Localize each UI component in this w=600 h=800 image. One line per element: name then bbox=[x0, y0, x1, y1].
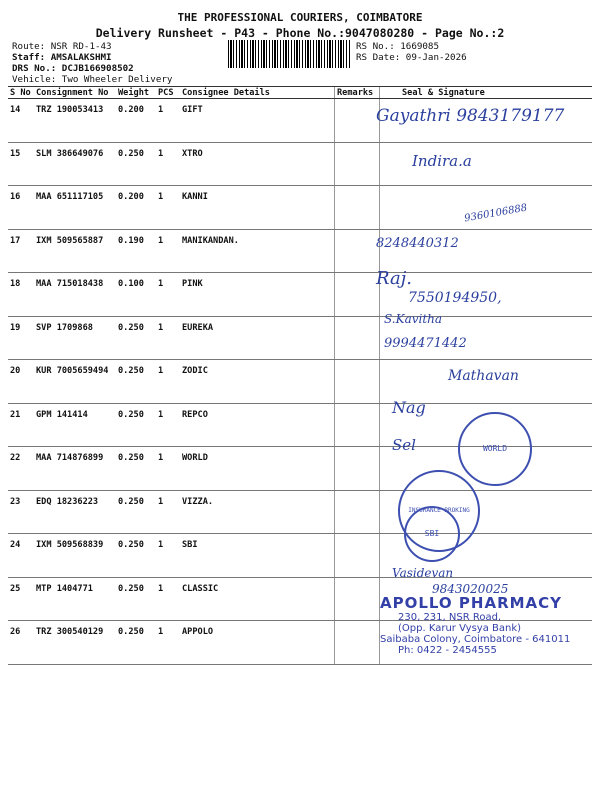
row-sno: 14 bbox=[8, 99, 34, 143]
signature-25b: 9843020025 bbox=[432, 582, 509, 596]
apollo-stamp bbox=[380, 594, 570, 656]
row-pcs: 1 bbox=[156, 99, 180, 143]
row-remarks bbox=[335, 621, 380, 665]
table-header bbox=[8, 87, 592, 99]
barcode bbox=[228, 40, 350, 68]
row-consignment: TRZ 300540129 bbox=[34, 621, 116, 665]
world-stamp bbox=[458, 412, 532, 486]
row-seal bbox=[380, 186, 593, 230]
row-sno: 24 bbox=[8, 534, 34, 578]
sbi-stamp-text: SBI bbox=[424, 529, 440, 538]
row-consignee: VIZZA. bbox=[180, 490, 335, 534]
row-sno: 25 bbox=[8, 577, 34, 621]
row-remarks bbox=[335, 142, 380, 186]
row-sno: 17 bbox=[8, 229, 34, 273]
row-consignment: MTP 1404771 bbox=[34, 577, 116, 621]
row-consignment: MAA 715018438 bbox=[34, 273, 116, 317]
signature-14: Gayathri 9843179177 bbox=[376, 106, 565, 126]
rs-number: RS No.: 1669085 bbox=[356, 41, 439, 52]
table-row bbox=[8, 316, 592, 360]
row-weight: 0.250 bbox=[116, 403, 156, 447]
col-consignment: Consignment No bbox=[34, 87, 116, 99]
signature-19b: 9994471442 bbox=[384, 336, 467, 351]
row-pcs: 1 bbox=[156, 360, 180, 404]
row-weight: 0.100 bbox=[116, 273, 156, 317]
row-consignment: SVP 1709868 bbox=[34, 316, 116, 360]
row-remarks bbox=[335, 316, 380, 360]
row-consignee: CLASSIC bbox=[180, 577, 335, 621]
apollo-phone: Ph: 0422 - 2454555 bbox=[398, 645, 497, 656]
row-consignee: ZODIC bbox=[180, 360, 335, 404]
col-pcs: PCS bbox=[156, 87, 180, 99]
row-consignment: TRZ 190053413 bbox=[34, 99, 116, 143]
signature-17: 8248440312 bbox=[376, 236, 459, 251]
signature-21: Nag bbox=[392, 398, 426, 417]
row-remarks bbox=[335, 229, 380, 273]
row-weight: 0.250 bbox=[116, 490, 156, 534]
row-sno: 20 bbox=[8, 360, 34, 404]
row-consignee: KANNI bbox=[180, 186, 335, 230]
row-consignee: PINK bbox=[180, 273, 335, 317]
row-pcs: 1 bbox=[156, 577, 180, 621]
row-sno: 19 bbox=[8, 316, 34, 360]
row-sno: 15 bbox=[8, 142, 34, 186]
row-remarks bbox=[335, 447, 380, 491]
staff-label: Staff: AMSALAKSHMI bbox=[12, 52, 112, 63]
row-sno: 22 bbox=[8, 447, 34, 491]
row-consignment: SLM 386649076 bbox=[34, 142, 116, 186]
row-pcs: 1 bbox=[156, 316, 180, 360]
row-remarks bbox=[335, 99, 380, 143]
col-remarks: Remarks bbox=[335, 87, 380, 99]
row-weight: 0.250 bbox=[116, 577, 156, 621]
row-sno: 16 bbox=[8, 186, 34, 230]
rs-date: RS Date: 09-Jan-2026 bbox=[356, 52, 467, 63]
row-pcs: 1 bbox=[156, 186, 180, 230]
row-remarks bbox=[335, 186, 380, 230]
signature-18b: 7550194950, bbox=[408, 290, 502, 306]
signature-18: Raj. bbox=[376, 268, 412, 289]
signature-15: Indira.a bbox=[412, 152, 472, 170]
row-consignment: IXM 509565887 bbox=[34, 229, 116, 273]
row-remarks bbox=[335, 360, 380, 404]
table-row bbox=[8, 534, 592, 578]
row-consignment: KUR 7005659494 bbox=[34, 360, 116, 404]
company-title: THE PROFESSIONAL COURIERS, COIMBATORE bbox=[177, 11, 423, 24]
col-consignee: Consignee Details bbox=[180, 87, 335, 99]
row-pcs: 1 bbox=[156, 273, 180, 317]
col-sno: S No bbox=[8, 87, 34, 99]
row-consignee: WORLD bbox=[180, 447, 335, 491]
row-consignee: REPCO bbox=[180, 403, 335, 447]
row-remarks bbox=[335, 577, 380, 621]
row-consignee: XTRO bbox=[180, 142, 335, 186]
row-consignment: IXM 509568839 bbox=[34, 534, 116, 578]
row-sno: 21 bbox=[8, 403, 34, 447]
row-consignee: MANIKANDAN. bbox=[180, 229, 335, 273]
row-consignee: SBI bbox=[180, 534, 335, 578]
apollo-name: APOLLO PHARMACY bbox=[380, 594, 563, 612]
vehicle-label: Vehicle: Two Wheeler Delivery bbox=[12, 74, 173, 85]
row-weight: 0.250 bbox=[116, 447, 156, 491]
signature-25: Vasidevan bbox=[392, 566, 454, 580]
row-pcs: 1 bbox=[156, 142, 180, 186]
route-label: Route: NSR RD-1-43 bbox=[12, 41, 112, 52]
row-sno: 18 bbox=[8, 273, 34, 317]
row-weight: 0.250 bbox=[116, 534, 156, 578]
row-sno: 23 bbox=[8, 490, 34, 534]
drs-label: DRS No.: DCJB166908502 bbox=[12, 63, 134, 74]
apollo-address-1: 230, 231, NSR Road, bbox=[398, 612, 502, 623]
signature-22: Sel bbox=[392, 436, 416, 454]
row-pcs: 1 bbox=[156, 403, 180, 447]
table-row bbox=[8, 273, 592, 317]
col-seal: Seal & Signature bbox=[380, 87, 593, 99]
row-consignee: APPOLO bbox=[180, 621, 335, 665]
row-weight: 0.190 bbox=[116, 229, 156, 273]
row-weight: 0.200 bbox=[116, 99, 156, 143]
table-row bbox=[8, 490, 592, 534]
row-weight: 0.250 bbox=[116, 360, 156, 404]
row-weight: 0.250 bbox=[116, 316, 156, 360]
row-pcs: 1 bbox=[156, 534, 180, 578]
apollo-address-2: (Opp. Karur Vysya Bank) bbox=[398, 623, 522, 634]
row-consignment: MAA 714876899 bbox=[34, 447, 116, 491]
world-stamp-text: WORLD bbox=[482, 444, 508, 453]
row-pcs: 1 bbox=[156, 229, 180, 273]
row-consignee: EUREKA bbox=[180, 316, 335, 360]
row-consignment: EDQ 18236223 bbox=[34, 490, 116, 534]
row-pcs: 1 bbox=[156, 621, 180, 665]
row-pcs: 1 bbox=[156, 447, 180, 491]
vizza-stamp-text: INSURANCE BROKING bbox=[408, 507, 470, 514]
row-remarks bbox=[335, 273, 380, 317]
row-consignment: MAA 651117105 bbox=[34, 186, 116, 230]
row-pcs: 1 bbox=[156, 490, 180, 534]
col-weight: Weight bbox=[116, 87, 156, 99]
apollo-address-3: Saibaba Colony, Coimbatore - 641011 bbox=[380, 634, 571, 645]
signature-19: S.Kavitha bbox=[384, 312, 443, 326]
row-weight: 0.250 bbox=[116, 142, 156, 186]
signature-20: Mathavan bbox=[448, 368, 519, 384]
row-remarks bbox=[335, 403, 380, 447]
row-remarks bbox=[335, 490, 380, 534]
row-weight: 0.200 bbox=[116, 186, 156, 230]
row-consignment: GPM 141414 bbox=[34, 403, 116, 447]
table-row bbox=[8, 142, 592, 186]
signature-16: 9360106888 bbox=[463, 202, 529, 225]
runsheet-subtitle: Delivery Runsheet - P43 - Phone No.:9047080280 - Page No.:2 bbox=[95, 26, 505, 40]
row-weight: 0.250 bbox=[116, 621, 156, 665]
row-remarks bbox=[335, 534, 380, 578]
sbi-stamp bbox=[404, 506, 460, 562]
row-consignee: GIFT bbox=[180, 99, 335, 143]
row-sno: 26 bbox=[8, 621, 34, 665]
table-row bbox=[8, 229, 592, 273]
